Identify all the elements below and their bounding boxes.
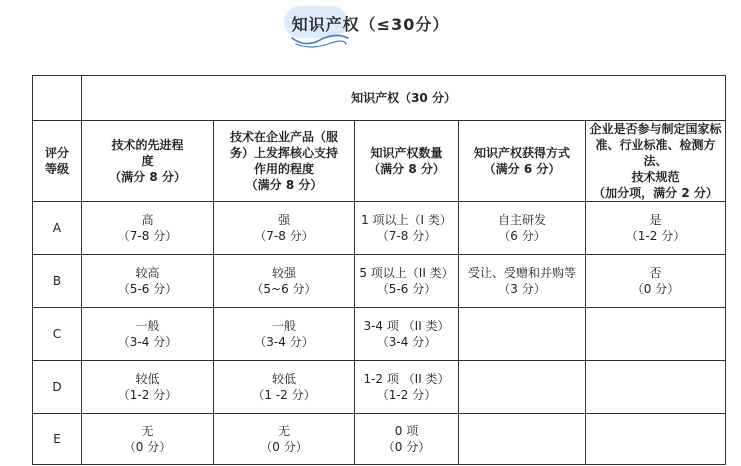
grade-cell: B [33, 255, 82, 308]
header-line: （满分 8 分） [109, 170, 186, 184]
cell-line: （7-8 分） [254, 229, 314, 243]
header-line: 知识产权数量 [370, 146, 443, 160]
score-cell [214, 308, 355, 361]
empty-cell [459, 361, 586, 414]
cell-line: 一般 [135, 319, 160, 333]
score-cell [355, 361, 459, 414]
cell-line: （0 分） [260, 440, 308, 454]
cell-line: （3 分） [498, 282, 546, 296]
cell-line: 较强 [271, 266, 296, 280]
cell-line: 是 [649, 213, 662, 227]
cell-line: 受让、受赠和并购等 [467, 266, 576, 280]
grade-cell: C [33, 308, 82, 361]
table-row-grade-e [33, 414, 726, 465]
header-line: 技术规范 [631, 170, 680, 184]
score-cell [586, 255, 726, 308]
cell-line: 1-2 项 （II 类） [363, 372, 450, 386]
cell-line: 3-4 项 （II 类） [363, 319, 450, 333]
empty-cell [586, 308, 726, 361]
cell-line: 无 [277, 424, 290, 438]
cell-line: 自主研发 [497, 213, 546, 227]
score-cell [459, 255, 586, 308]
header-line: （加分项，满分 2 分） [593, 186, 718, 200]
group-header-cell: 知识产权（30 分） [82, 76, 726, 121]
score-cell [214, 255, 355, 308]
empty-cell [586, 414, 726, 465]
cell-line: 1 项以上（I 类） [361, 213, 452, 227]
cell-line: （7-8 分） [376, 229, 437, 243]
cell-line: （5-6 分） [376, 282, 437, 296]
cell-line: （6 分） [498, 229, 546, 243]
cell-line: （1-2 分） [117, 388, 178, 402]
header-line: 度 [141, 154, 154, 168]
cell-line: （0 分） [123, 440, 172, 454]
score-cell [355, 308, 459, 361]
empty-cell [459, 308, 586, 361]
header-line: 作用的程度 [253, 162, 314, 176]
grade-cell: D [33, 361, 82, 414]
score-cell [459, 202, 586, 255]
ip-scoring-table [32, 75, 726, 465]
grade-header-line: 评分 [44, 146, 69, 160]
score-cell [82, 414, 214, 465]
score-cell [82, 202, 214, 255]
score-cell [82, 308, 214, 361]
cell-line: 较低 [271, 372, 296, 386]
cell-line: 无 [141, 424, 154, 438]
table-column-header-row [33, 121, 726, 202]
blank-corner-cell [33, 76, 82, 121]
score-cell [355, 255, 459, 308]
cell-line: 否 [649, 266, 662, 280]
score-cell [355, 202, 459, 255]
empty-cell [459, 414, 586, 465]
cell-line: （7-8 分） [117, 229, 178, 243]
score-cell [214, 414, 355, 465]
grade-cell: A [33, 202, 82, 255]
header-line: 技术的先进程 [111, 138, 184, 152]
cell-line: 强 [277, 213, 290, 227]
table-group-header-row [33, 76, 726, 121]
grade-header-line: 等级 [44, 162, 69, 176]
table-row-grade-a [33, 202, 726, 255]
table-row-grade-c [33, 308, 726, 361]
score-cell [214, 361, 355, 414]
cell-line: （5~6 分） [251, 282, 317, 296]
empty-cell [586, 361, 726, 414]
cell-line: （0 分） [382, 440, 431, 454]
grade-header-cell [33, 121, 82, 202]
cell-line: （1-2 分） [376, 388, 437, 402]
score-cell [355, 414, 459, 465]
header-line: 准、行业标准、检测方法、 [595, 138, 716, 168]
score-cell [82, 255, 214, 308]
header-line: 技术在企业产品（服 [229, 130, 338, 144]
cell-line: （3-4 分） [376, 335, 437, 349]
cell-line: 较高 [135, 266, 160, 280]
score-cell [586, 202, 726, 255]
header-line: 知识产权获得方式 [473, 146, 570, 160]
header-line: （满分 8 分） [245, 178, 323, 192]
cell-line: 5 项以上（II 类） [359, 266, 454, 280]
section-title-area [0, 6, 741, 46]
section-title: 知识产权（≤30分） [291, 15, 450, 34]
score-cell [82, 361, 214, 414]
cell-line: （3-4 分） [117, 335, 178, 349]
header-line: （满分 8 分） [368, 162, 445, 176]
column-header-standards [586, 121, 726, 202]
header-line: 企业是否参与制定国家标 [589, 122, 722, 136]
table-row-grade-d [33, 361, 726, 414]
cell-line: （0 分） [631, 282, 680, 296]
cell-line: 较低 [135, 372, 160, 386]
cell-line: 一般 [271, 319, 296, 333]
cell-line: 高 [141, 213, 154, 227]
grade-cell: E [33, 414, 82, 465]
table-row-grade-b [33, 255, 726, 308]
cell-line: 0 项 [394, 424, 419, 438]
score-cell [214, 202, 355, 255]
column-header-core-support [214, 121, 355, 202]
cell-line: （1-2 分） [625, 229, 686, 243]
cell-line: （5-6 分） [117, 282, 178, 296]
column-header-ip-quantity [355, 121, 459, 202]
cell-line: （3-4 分） [254, 335, 314, 349]
title-swirl-decoration [290, 32, 350, 50]
column-header-ip-acquisition [459, 121, 586, 202]
header-line: 务）上发挥核心支持 [229, 146, 338, 160]
section-title-badge [292, 12, 450, 35]
column-header-advancement [82, 121, 214, 202]
cell-line: （1 -2 分） [252, 388, 316, 402]
header-line: （满分 6 分） [483, 162, 561, 176]
